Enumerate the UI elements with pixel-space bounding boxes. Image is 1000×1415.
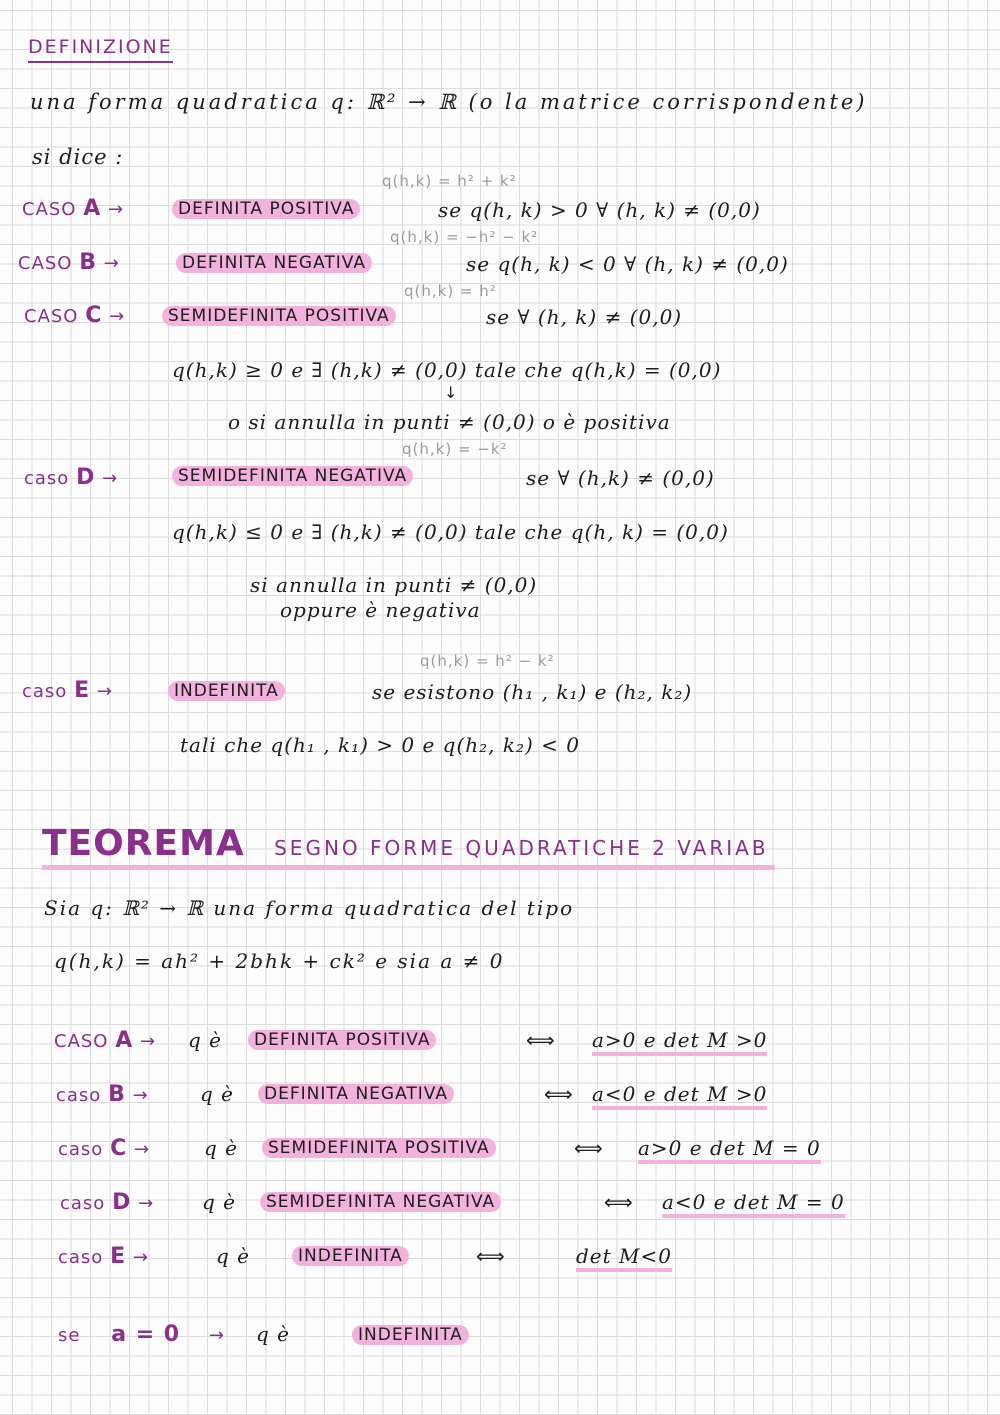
- arrow: →: [102, 468, 119, 489]
- arrow: →: [103, 253, 120, 274]
- case-e-def: [22, 678, 113, 704]
- definizione-line2: si dice :: [32, 145, 124, 169]
- hint-case-c: q(h,k) = h²: [404, 282, 497, 300]
- teorema-line2: q(h,k) = ah² + 2bhk + ck² e sia a ≠ 0: [54, 949, 505, 973]
- case-label: caso: [22, 681, 68, 702]
- thm-case-b-cond: a<0 e det M >0: [592, 1082, 767, 1110]
- case-c-def: [24, 303, 125, 329]
- case-label: CASO: [18, 253, 73, 274]
- definizione-line1: una forma quadratica q: ℝ² → ℝ (o la matrice corrispondente): [30, 90, 868, 114]
- case-b-def: [18, 250, 120, 276]
- thm-case-d-cond: a<0 e det M = 0: [662, 1190, 845, 1218]
- case-letter: B: [79, 250, 97, 275]
- teorema-heading: [42, 822, 775, 870]
- thm-case-a-highlight: DEFINITA POSITIVA: [248, 1030, 436, 1050]
- case-d-condition: se ∀ (h,k) ≠ (0,0): [526, 466, 715, 490]
- thm-case-e-highlight: INDEFINITA: [292, 1246, 409, 1266]
- thm-case-c-label: caso C →: [58, 1136, 151, 1161]
- thm-case-c-cond: a>0 e det M = 0: [638, 1136, 821, 1164]
- case-e-sub1: tali che q(h₁ , k₁) > 0 e q(h₂, k₂) < 0: [180, 733, 581, 757]
- last-line-highlight: INDEFINITA: [352, 1325, 469, 1345]
- case-letter: D: [76, 465, 96, 490]
- hint-case-a: q(h,k) = h² + k²: [382, 172, 517, 190]
- case-d-highlight: SEMIDEFINITA NEGATIVA: [172, 466, 413, 486]
- case-e-highlight: INDEFINITA: [168, 681, 285, 701]
- iff-icon: ⟺: [526, 1028, 556, 1052]
- case-b-condition: se q(h, k) < 0 ∀ (h, k) ≠ (0,0): [466, 252, 789, 276]
- case-d-sub2a: si annulla in punti ≠ (0,0): [250, 573, 538, 597]
- case-label: caso: [24, 468, 70, 489]
- case-d-def: [24, 465, 118, 491]
- iff-icon: ⟺: [574, 1136, 604, 1160]
- thm-case-c-highlight: SEMIDEFINITA POSITIVA: [262, 1138, 496, 1158]
- teorema-title: TEOREMA: [42, 823, 245, 864]
- case-d-sub2b: oppure è negativa: [280, 598, 481, 622]
- case-e-condition: se esistono (h₁ , k₁) e (h₂, k₂): [372, 680, 693, 704]
- case-b-highlight: DEFINITA NEGATIVA: [176, 253, 372, 273]
- thm-case-b-pre: q è: [200, 1082, 234, 1106]
- thm-case-a-cond: a>0 e det M >0: [592, 1028, 767, 1056]
- thm-case-a-label: CASO A →: [54, 1028, 157, 1053]
- case-c-sub1: q(h,k) ≥ 0 e ∃ (h,k) ≠ (0,0) tale che q(h,k) = (0,0): [172, 358, 722, 382]
- last-line-label: se a = 0 →: [58, 1322, 225, 1347]
- arrow: →: [109, 306, 126, 327]
- case-a-def: [22, 196, 124, 222]
- thm-case-e-cond: det M<0: [576, 1244, 672, 1272]
- iff-icon: ⟺: [544, 1082, 574, 1106]
- case-a-condition: se q(h, k) > 0 ∀ (h, k) ≠ (0,0): [438, 198, 761, 222]
- case-a-highlight: DEFINITA POSITIVA: [172, 199, 360, 219]
- down-arrow: ↓: [444, 383, 459, 402]
- thm-case-b-label: caso B →: [56, 1082, 149, 1107]
- case-c-sub2: o si annulla in punti ≠ (0,0) o è positiva: [228, 410, 671, 434]
- case-c-highlight: SEMIDEFINITA POSITIVA: [162, 306, 396, 326]
- iff-icon: ⟺: [604, 1190, 634, 1214]
- thm-case-b-highlight: DEFINITA NEGATIVA: [258, 1084, 454, 1104]
- case-label: CASO: [24, 306, 79, 327]
- thm-case-a-pre: q è: [188, 1028, 222, 1052]
- arrow: →: [96, 681, 113, 702]
- hint-case-b: q(h,k) = −h² − k²: [390, 228, 539, 246]
- case-c-condition: se ∀ (h, k) ≠ (0,0): [486, 305, 683, 329]
- case-letter: A: [83, 196, 102, 221]
- last-line-q: q è: [256, 1322, 290, 1346]
- teorema-subtitle: SEGNO FORME QUADRATICHE 2 VARIAB: [274, 836, 769, 860]
- thm-case-c-pre: q è: [204, 1136, 238, 1160]
- case-letter: E: [74, 678, 91, 703]
- thm-case-d-pre: q è: [202, 1190, 236, 1214]
- arrow: →: [107, 199, 125, 220]
- thm-case-d-label: caso D →: [60, 1190, 155, 1215]
- thm-case-d-highlight: SEMIDEFINITA NEGATIVA: [260, 1192, 501, 1212]
- thm-case-e-pre: q è: [216, 1244, 250, 1268]
- case-d-sub1: q(h,k) ≤ 0 e ∃ (h,k) ≠ (0,0) tale che q(h, k) = (0,0): [172, 520, 729, 544]
- teorema-line1: Sia q: ℝ² → ℝ una forma quadratica del tipo: [44, 896, 575, 920]
- definizione-title: DEFINIZIONE: [28, 36, 173, 63]
- hint-case-d: q(h,k) = −k²: [402, 440, 508, 458]
- case-letter: C: [85, 303, 103, 328]
- case-label: CASO: [22, 199, 77, 220]
- thm-case-e-label: caso E →: [58, 1244, 149, 1269]
- hint-case-e: q(h,k) = h² − k²: [420, 652, 555, 670]
- iff-icon: ⟺: [476, 1244, 506, 1268]
